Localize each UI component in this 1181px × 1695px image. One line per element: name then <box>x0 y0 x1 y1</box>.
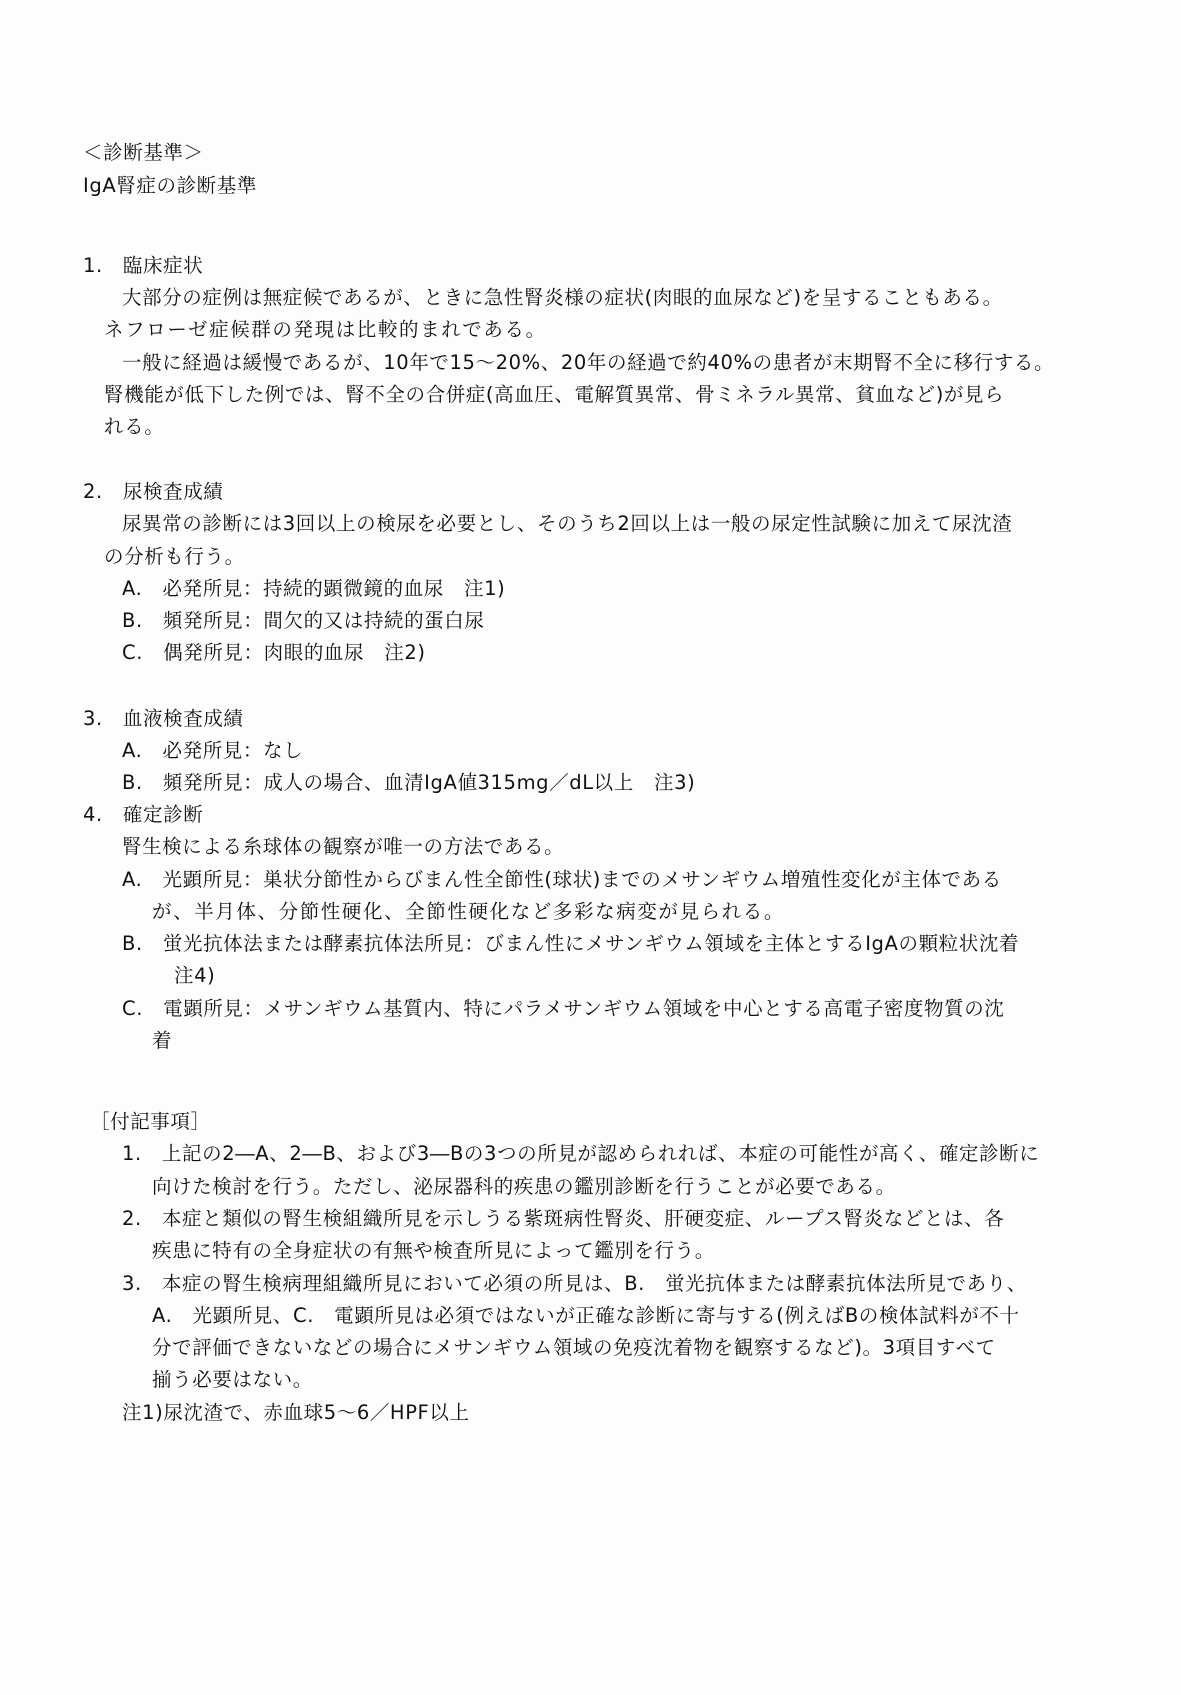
note-item: 1. 上記の2―A、2―B、および3―Bの3つの所見が認められれば、本症の可能性が高く、確定診断に <box>122 1142 1040 1165</box>
section-heading-urinalysis: 2. 尿検査成績 <box>83 480 224 503</box>
body-line: ネフローゼ症候群の発現は比較的まれである。 <box>104 318 547 341</box>
list-item: A. 必発所見：持続的顕微鏡的血尿 注1) <box>122 577 506 600</box>
notes-heading: ［付記事項］ <box>90 1110 211 1133</box>
list-item: C. 偶発所見：肉眼的血尿 注2) <box>122 641 426 664</box>
note-item-continuation: 疾患に特有の全身症状の有無や検査所見によって鑑別を行う。 <box>152 1239 715 1262</box>
list-item-continuation: 着 <box>152 1029 173 1052</box>
list-item: B. 頻発所見：間欠的又は持続的蛋白尿 <box>122 609 485 632</box>
body-line: れる。 <box>104 415 165 438</box>
list-item-continuation: が、半月体、分節性硬化、全節性硬化など多彩な病変が見られる。 <box>152 900 786 923</box>
document-title: IgA腎症の診断基準 <box>83 174 257 197</box>
note-item-continuation: 揃う必要はない。 <box>152 1368 313 1391</box>
body-line: 腎機能が低下した例では、腎不全の合併症(高血圧、電解質異常、骨ミネラル異常、貧血など)が見ら <box>104 383 1005 406</box>
list-item: B. 蛍光抗体法または酵素抗体法所見：びまん性にメサンギウム領域を主体とするIgAの顆粒状沈着 <box>122 932 1020 955</box>
section-heading-clinical-symptoms: 1. 臨床症状 <box>83 254 204 277</box>
section-heading-definitive-diagnosis: 4. 確定診断 <box>83 803 204 826</box>
note-item: 3. 本症の腎生検病理組織所見において必須の所見は、B. 蛍光抗体または酵素抗体法所見であり、 <box>122 1272 1027 1295</box>
footnote: 注1)尿沈渣で、赤血球5～6／HPF以上 <box>122 1401 470 1424</box>
note-item-continuation: 向けた検討を行う。ただし、泌尿器科的疾患の鑑別診断を行うことが必要である。 <box>152 1175 896 1198</box>
note-item-continuation: 分で評価できないなどの場合にメサンギウム領域の免疫沈着物を観察するなど)。3項目すべて <box>152 1336 996 1359</box>
section-heading-blood-tests: 3. 血液検査成績 <box>83 707 244 730</box>
body-line: の分析も行う。 <box>104 545 245 568</box>
note-item: 2. 本症と類似の腎生検組織所見を示しうる紫斑病性腎炎、肝硬変症、ループス腎炎などとは、各 <box>122 1207 1005 1230</box>
list-item-continuation: 注4) <box>174 964 216 987</box>
list-item: B. 頻発所見：成人の場合、血清IgA値315mg／dL以上 注3) <box>122 771 696 794</box>
section-title: ＜診断基準＞ <box>83 141 204 164</box>
body-line: 尿異常の診断には3回以上の検尿を必要とし、そのうち2回以上は一般の尿定性試験に加えて尿沈渣 <box>122 512 1013 535</box>
note-item-continuation: A. 光顕所見、C. 電顕所見は必須ではないが正確な診断に寄与する(例えばBの検体試料が不十 <box>152 1304 1020 1327</box>
body-line: 一般に経過は緩慢であるが、10年で15～20%、20年の経過で約40%の患者が末期腎不全に移行する。 <box>122 351 1055 374</box>
list-item: A. 光顕所見：巣状分節性からびまん性全節性(球状)までのメサンギウム増殖性変化が主体である <box>122 868 1002 891</box>
list-item: A. 必発所見：なし <box>122 739 304 762</box>
body-line: 腎生検による糸球体の観察が唯一の方法である。 <box>122 835 565 858</box>
list-item: C. 電顕所見：メサンギウム基質内、特にパラメサンギウム領域を中心とする高電子密度物質の沈 <box>122 997 1005 1020</box>
body-line: 大部分の症例は無症候であるが、ときに急性腎炎様の症状(肉眼的血尿など)を呈することもある。 <box>122 286 1003 309</box>
